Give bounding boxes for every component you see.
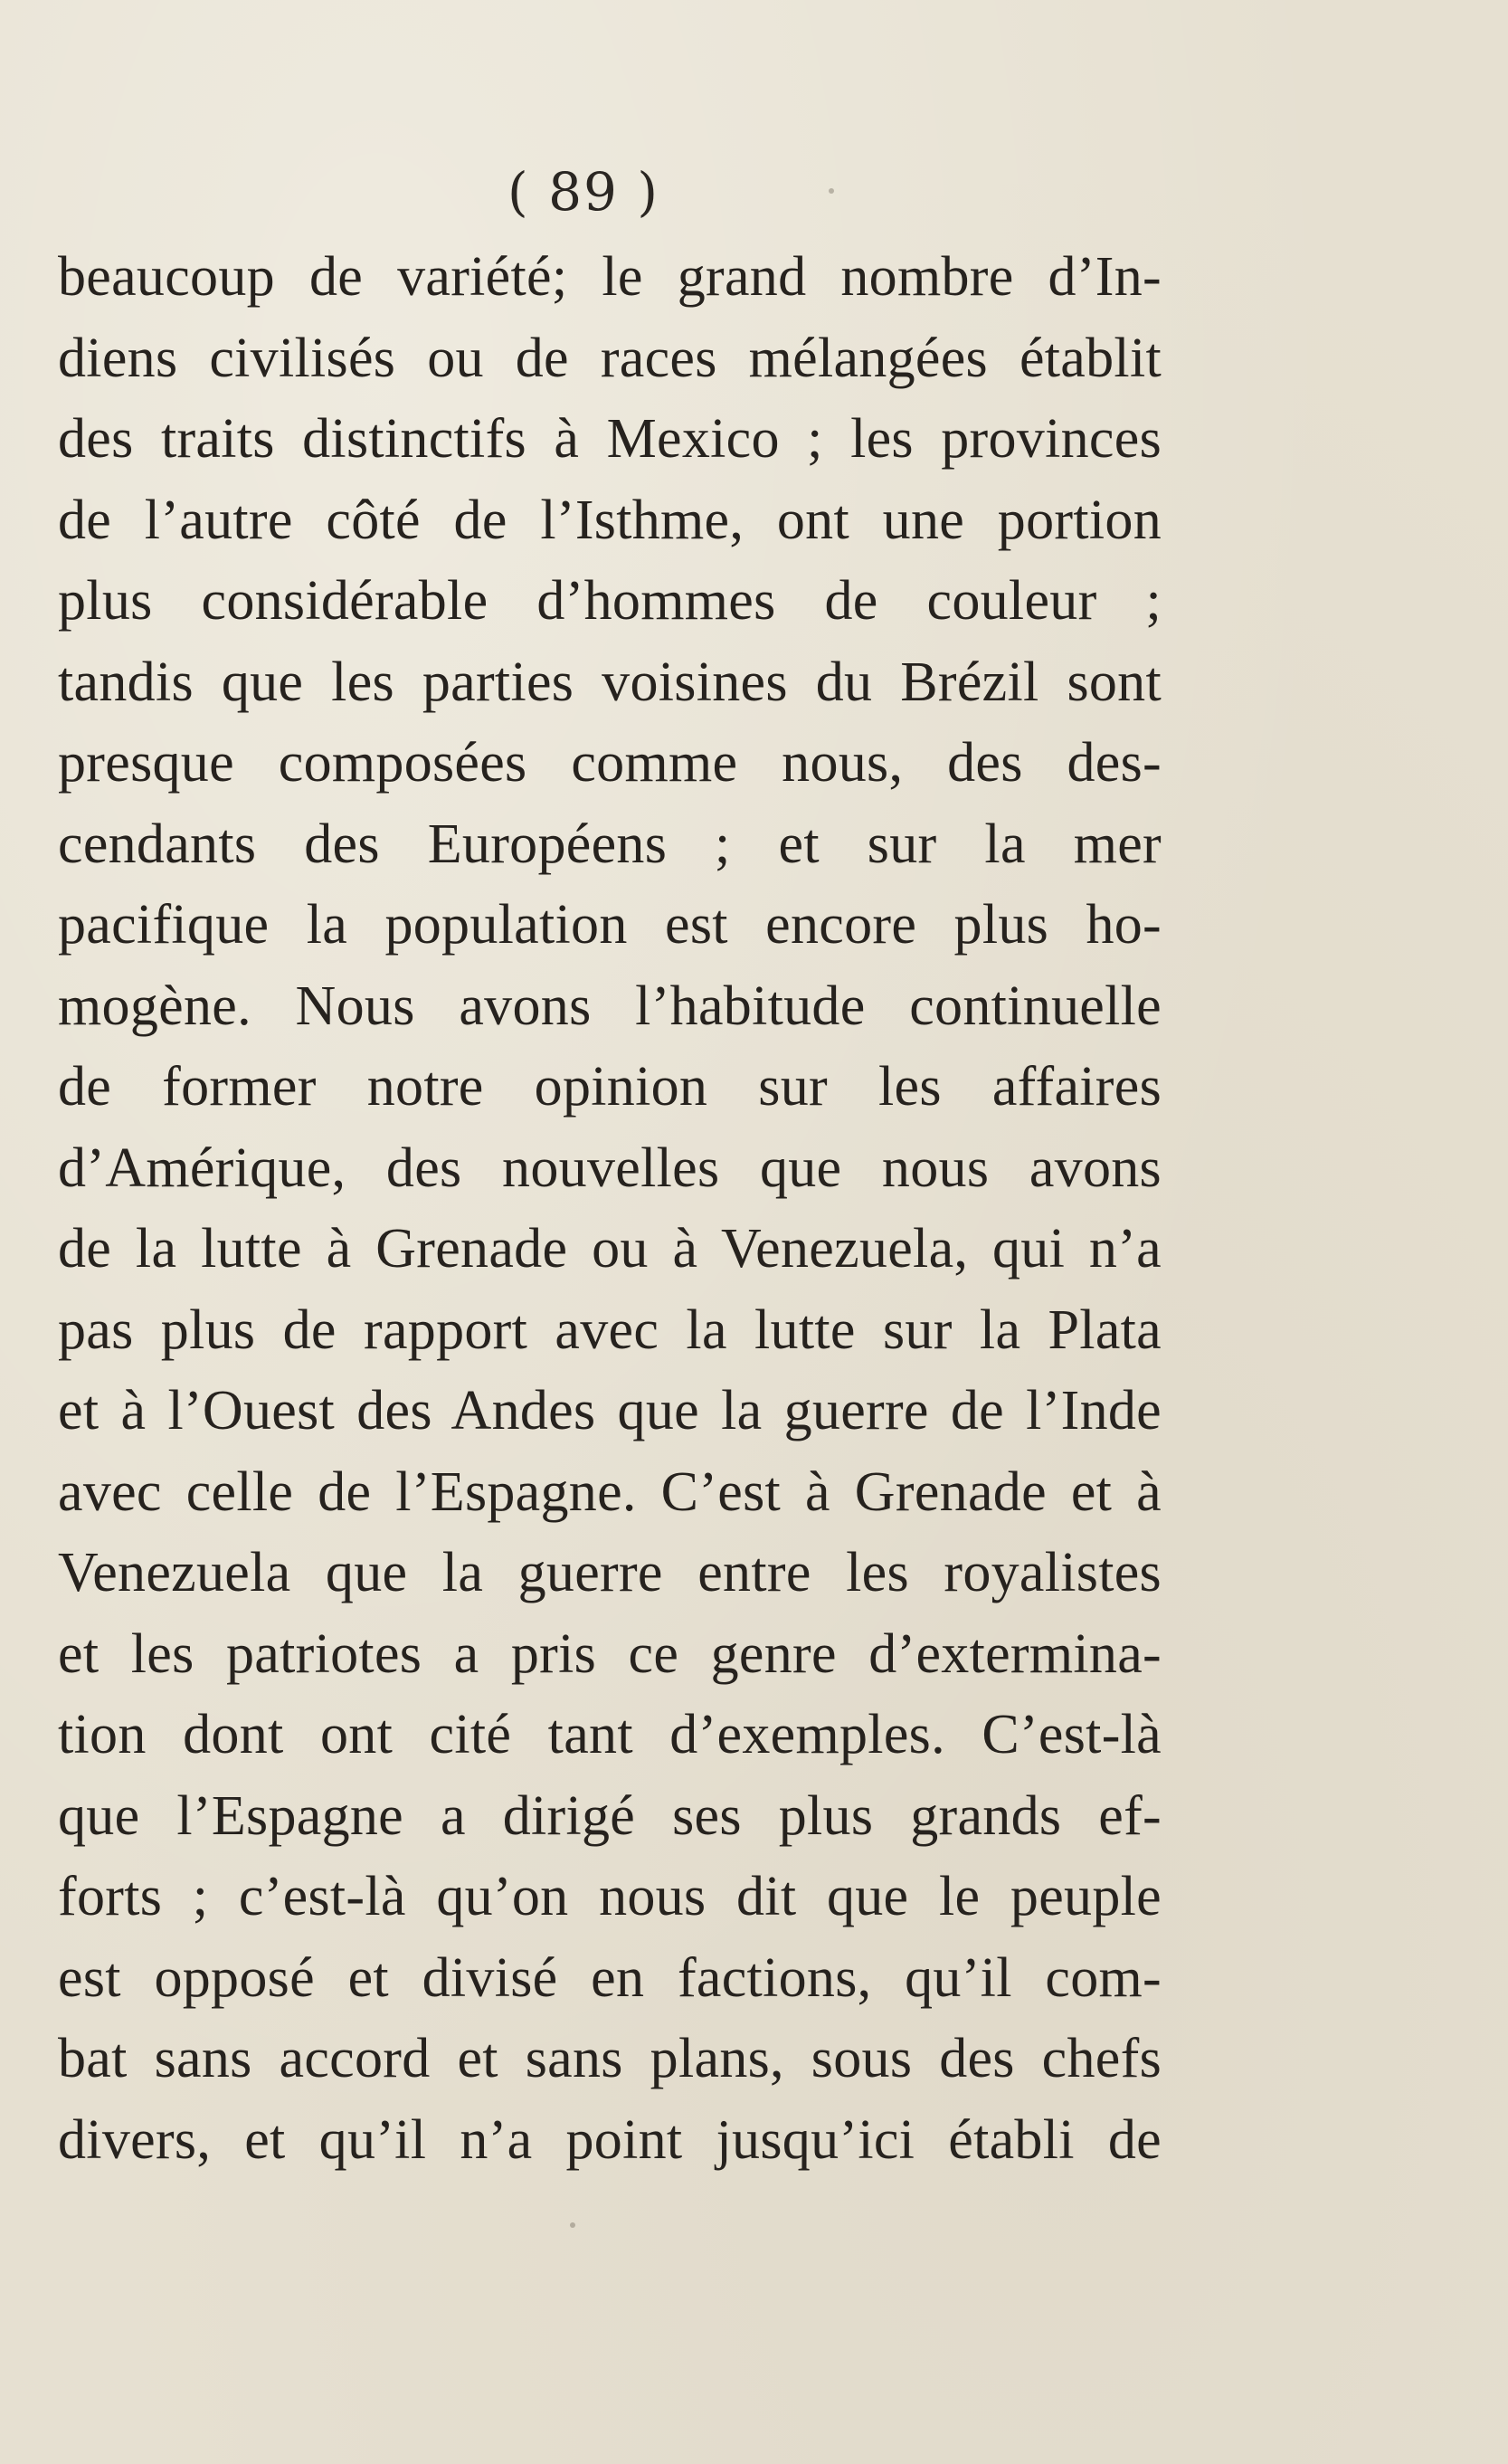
text-line: de la lutte à Grenade ou à Venezuela, qui n’a [58,1218,1162,1280]
paper-speck [829,188,834,194]
text-line: pas plus de rapport avec la lutte sur la Plata [58,1299,1162,1361]
text-line: tion dont ont cité tant d’exemples. C’est-là [58,1704,1162,1765]
text-line: de l’autre côté de l’Isthme, ont une portion [58,489,1162,551]
text-line: tandis que les parties voisines du Brézil sont [58,651,1162,713]
paper-speck [570,2222,575,2228]
text-line: beaucoup de variété; le grand nombre d’In- [58,246,1162,308]
page-number: ( 89 ) [507,161,659,223]
text-line: pacifique la population est encore plus ho- [58,894,1162,956]
text-line: divers, et qu’il n’a point jusqu’ici établi de [58,2108,1162,2171]
text-line: est opposé et divisé en factions, qu’il com- [58,1946,1162,2009]
text-line: d’Amérique, des nouvelles que nous avons [58,1137,1162,1199]
text-line: mogène. Nous avons l’habitude continuelle [58,975,1162,1037]
text-line: presque composées comme nous, des des- [58,732,1162,794]
text-line: diens civilisés ou de races mélangées établit [58,327,1162,389]
text-line: cendants des Européens ; et sur la mer [58,813,1162,875]
text-line: et les patriotes a pris ce genre d’extermina- [58,1622,1162,1685]
text-line: que l’Espagne a dirigé ses plus grands ef- [58,1784,1162,1847]
text-line: des traits distinctifs à Mexico ; les provinces [58,408,1162,470]
text-line: bat sans accord et sans plans, sous des chefs [58,2028,1162,2089]
body-text [58,237,1162,2181]
text-line: avec celle de l’Espagne. C’est à Grenade et à [58,1460,1162,1523]
text-line: plus considérable d’hommes de couleur ; [58,570,1162,632]
text-line: forts ; c’est-là qu’on nous dit que le peuple [58,1866,1162,1927]
text-line: de former notre opinion sur les affaires [58,1056,1162,1118]
text-line: et à l’Ouest des Andes que la guerre de l’Inde [58,1380,1162,1441]
text-line: Venezuela que la guerre entre les royalistes [58,1542,1162,1603]
